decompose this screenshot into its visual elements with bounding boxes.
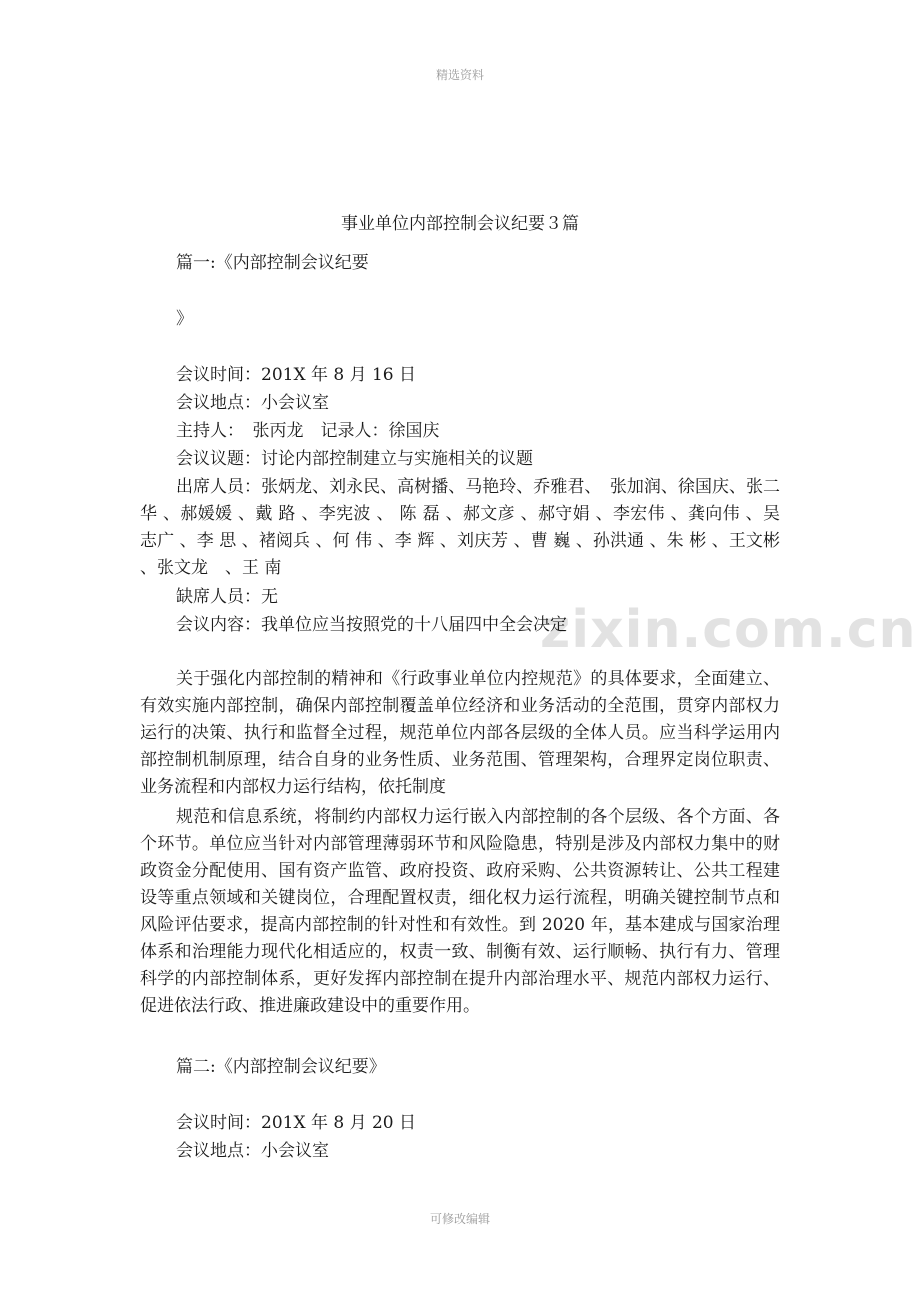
part2-meeting-place: 会议地点：小会议室 [176, 1141, 329, 1161]
part1-meeting-topic: 会议议题：讨论内部控制建立与实施相关的议题 [176, 449, 533, 469]
document-title: 事业单位内部控制会议纪要３篇 [341, 214, 579, 234]
part2-heading: 篇二:《内部控制会议纪要》 [176, 1057, 386, 1077]
watermark: zixin.com.cn [540, 600, 917, 660]
part1-paragraph-2: 规范和信息系统，将制约内部权力运行嵌入内部控制的各个层级、各个方面、各个环节。单位应当针对内部管理薄弱环节和风险隐患，特别是涉及内部权力集中的财政资金分配使用、国有资产监管、政府投资、政府采购、公共资源转让、公共工程建设等重点领域和关键岗位，合理配置权责，细化权力运行流程，明确关键控制节点和风险评估要求，提高内部控制的针对性和有效性。到 2020 年，基本建成与国家治理体系和治理能力现代化相适应的，权责一致、制衡有效、运行顺畅、执行有力、管理科学的内部控制体系，更好发挥内部控制在提升内部治理水平、规范内部权力运行、促进依法行政、推进廉政建设中的重要作用。 [140, 807, 780, 1016]
part2-meeting-time: 会议时间：201X 年 8 月 20 日 [176, 1113, 417, 1133]
part1-meeting-time: 会议时间：201X 年 8 月 16 日 [176, 365, 417, 385]
part1-absent: 缺席人员：无 [176, 587, 278, 607]
part1-heading-close: 》 [176, 309, 193, 329]
part1-meeting-place: 会议地点：小会议室 [176, 393, 329, 413]
part1-paragraph-1: 关于强化内部控制的精神和《行政事业单位内控规范》的具体要求，全面建立、有效实施内部控制，确保内部控制覆盖单位经济和业务活动的全范围，贯穿内部权力运行的决策、执行和监督全过程，规范单位内部各层级的全体人员。应当科学运用内部控制机制原理，结合自身的业务性质、业务范围、管理架构，合理界定岗位职责、业务流程和内部权力运行结构，依托制度 [140, 669, 780, 797]
footer-mark: 可修改编辑 [429, 1212, 490, 1226]
part1-content-label: 会议内容：我单位应当按照党的十八届四中全会决定 [176, 615, 567, 635]
part1-heading: 篇一:《内部控制会议纪要 [176, 253, 369, 273]
part1-host-recorder: 主持人： 张丙龙 记录人：徐国庆 [176, 421, 440, 441]
part1-attendees: 出席人员：张炳龙、刘永民、高树播、马艳玲、乔雅君、 张加润、徐国庆、张二华 、郝媛媛 、戴 路 、李宪波 、 陈 磊 、郝文彦 、郝守娟 、李宏伟 、龚向伟 、吴志广 、李 思 、褚阅兵 、何 伟 、李 辉 、刘庆芳 、曹 巍 、孙洪通 、朱 彬 、王文彬 、张文龙 、王 南 [140, 477, 780, 578]
header-mark: 精选资料 [435, 68, 484, 82]
